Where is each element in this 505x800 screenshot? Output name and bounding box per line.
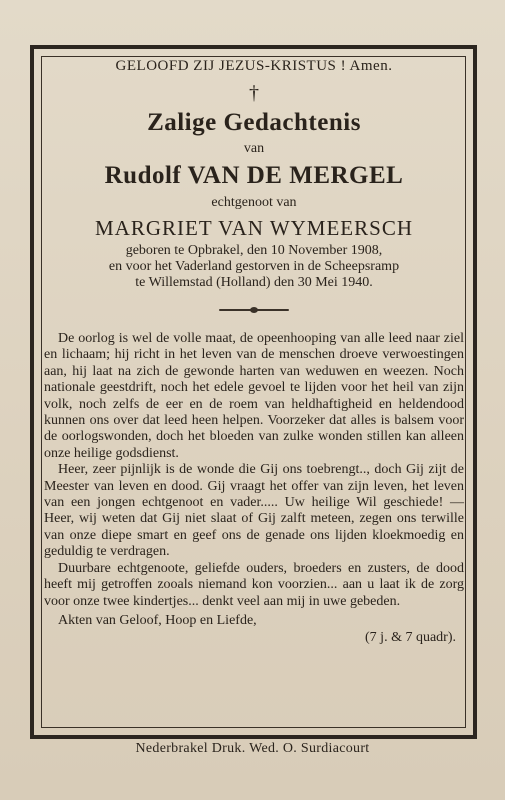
paragraph-prayer: Heer, zeer pijnlijk is de wonde die Gij ons toebrengt.., doch Gij zijt de Meester van leven en dood. Gij vraagt het offer van zijn leven, het leven van een jongen echtgenoot en vader..... Uw heilige Wil geschiede! — Heer, wij weten dat Gij niet slaat of Gij zalft meteen, zegen ons terwille van onze diepe smart en geef ons de genade ons lijden kloekmoedig en geduldig te verdragen.: [44, 462, 464, 560]
death-place-line: te Willemstad (Holland) den 30 Mei 1940.: [135, 275, 373, 290]
cross-icon: †: [249, 82, 259, 104]
van-connector: van: [243, 141, 265, 156]
paragraph-war: De oorlog is wel de volle maat, de opeenhooping van alle leed naar ziel en lichaam; hij richt in het leven van de menschen droeve verwoestingen aan, hij laat na zich de gewonde harten van weduwen en weezen. Noch nationale geestdrift, noch het edele gevoel te lijden voor het heil van zijn volk, noch zelfs de eer en de roem van heldhaftigheid en heldendood kunnen ons over dat leed heen helpen. Voorzeker dat alles is balsem voor de oorlogswonden, doch het bloeden van zulke wonden stillen kan alleen onze heilige godsdienst.: [44, 331, 464, 461]
divider-ornament: [219, 307, 289, 313]
paragraph-farewell: Duurbare echtgenoote, geliefde ouders, broeders en zusters, de dood heeft mij getroffen zooals niemand kon voorzien... aan u laat ik de zorg voor onze twee kindertjes... denkt veel aan mij in uwe gebeden.: [44, 560, 464, 609]
spouse-name: MARGRIET VAN WYMEERSCH: [95, 216, 413, 240]
printer-credit: Nederbrakel Druk. Wed. O. Surdiacourt: [135, 741, 370, 756]
birth-death-block: [44, 243, 464, 291]
card-content: [44, 55, 464, 646]
heading: Zalige Gedachtenis: [147, 109, 361, 136]
birth-line: geboren te Opbrakel, den 10 November 1908,: [125, 243, 383, 258]
acts-of-faith: Akten van Geloof, Hoop en Liefde,: [58, 612, 257, 628]
motto: GELOOFD ZIJ JEZUS-KRISTUS ! Amen.: [115, 58, 393, 74]
spouse-intro: echtgenoot van: [211, 195, 297, 210]
indulgence-note: (7 j. & 7 quadr).: [365, 629, 456, 645]
deceased-name: Rudolf VAN DE MERGEL: [104, 162, 404, 189]
death-line: en voor het Vaderland gestorven in de Scheepsramp: [108, 259, 400, 274]
